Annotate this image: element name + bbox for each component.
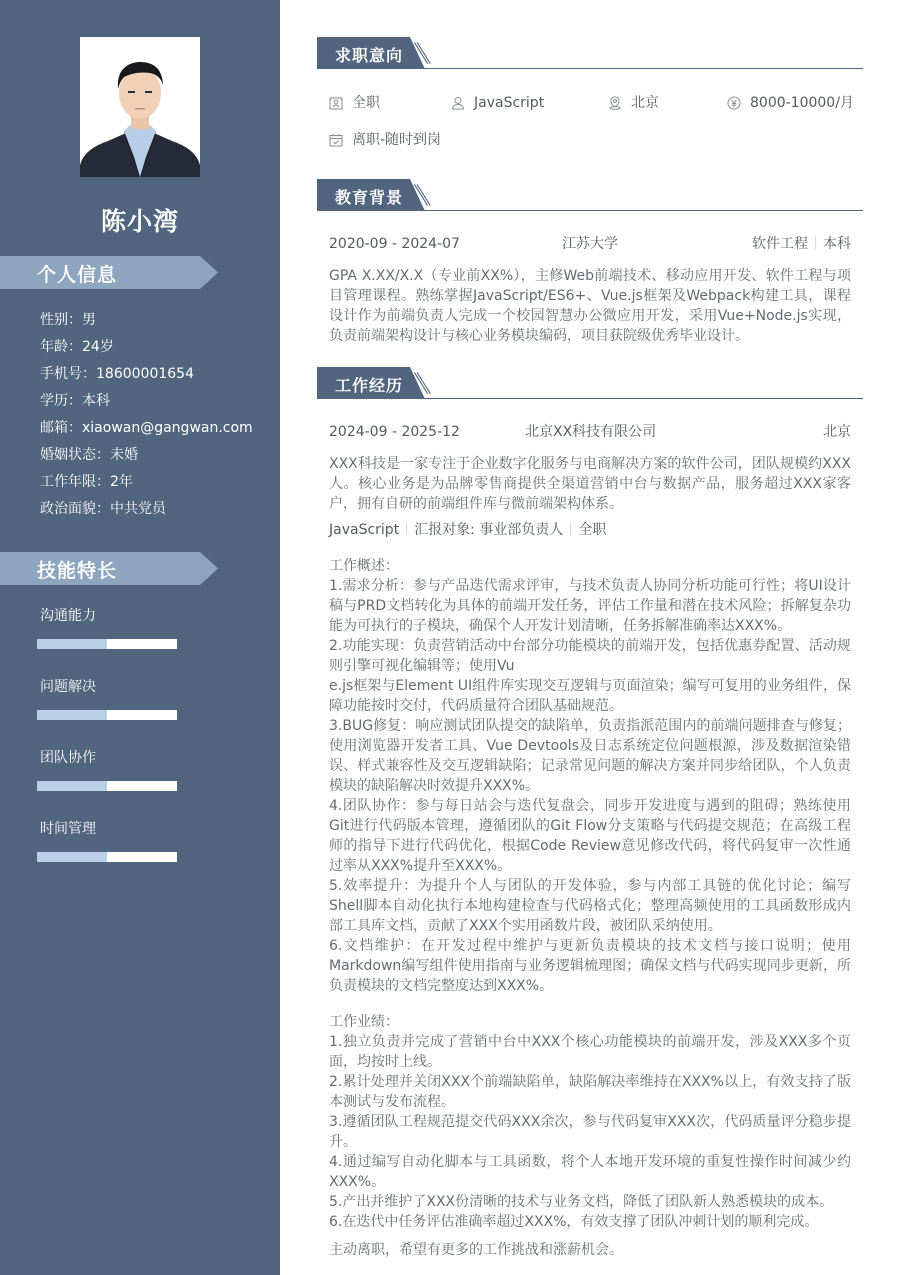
- education-degree: 本科: [823, 236, 851, 252]
- tab-stripe-decoration: [413, 367, 433, 399]
- tag-report-to: 汇报对象: 事业部负责人: [414, 522, 564, 538]
- portrait-image: [80, 37, 200, 177]
- info-political-status: 政治面貌：中共党员: [40, 501, 166, 517]
- education-major: 软件工程: [752, 236, 808, 252]
- profile-photo: [80, 37, 200, 177]
- education-description-text: GPA X.XX/X.X（专业前XX%），主修Web前端技术、移动应用开发、软件工程与项目管理课程。熟练掌握JavaScript/ES6+、Vue.js框架及Webpack构建工具，课程设计作为前端负责人完成一个校园智慧办公微应用开发，采用Vue+Node.js实现，负责前端架构设计与核心业务模块编码，项目获院级优秀毕业设计。: [329, 268, 851, 344]
- skill-item: [37, 748, 177, 768]
- section-header-education: [317, 179, 863, 211]
- separator: [570, 522, 571, 535]
- overview-item: 2.功能实现：负责营销活动中台部分功能模块的前端开发，包括优惠券配置、活动规则引擎可视化编辑等；使用Vu: [329, 638, 851, 674]
- section-title: 教育背景: [335, 188, 404, 207]
- overview-item: 4.团队协作：参与每日站会与迭代复盘会，同步开发进度与遇到的阻碍；熟练使用Git进行代码版本管理，遵循团队的Git Flow分支策略与代码提交规范；在高级工程师的指导下进行代码优化，根据Code Review意见修改代码，将代码复审一次性通过率从XXX%提升至XXX%。: [329, 798, 851, 874]
- info-phone: 手机号：18600001654: [40, 366, 194, 382]
- location-pin-icon: [608, 96, 622, 110]
- experience-tags: [329, 520, 606, 540]
- experience-period: 2024-09 - 2025-12: [329, 424, 460, 440]
- experience-summary-row: [329, 422, 851, 442]
- info-marital-status: 婚姻状态：未婚: [40, 447, 138, 463]
- skills-banner: [0, 552, 218, 585]
- intent-text: 全职: [352, 95, 380, 111]
- skill-bar: [37, 710, 177, 720]
- skill-bar-fill: [37, 852, 107, 862]
- skill-name: 时间管理: [40, 821, 96, 837]
- info-age: 年龄：24岁: [40, 339, 114, 355]
- separator: [406, 522, 407, 535]
- intent-text: 离职-随时到岗: [352, 132, 442, 148]
- intent-salary: [727, 93, 854, 113]
- tag-skill: JavaScript: [329, 522, 400, 538]
- info-education: 学历：本科: [40, 393, 110, 409]
- skill-bar-fill: [37, 781, 107, 791]
- skill-name: 团队协作: [40, 750, 96, 766]
- skill-bar: [37, 781, 177, 791]
- skill-bar-fill: [37, 710, 107, 720]
- education-school: 江苏大学: [562, 236, 618, 252]
- overview-item: 5.效率提升：为提升个人与团队的开发体验，参与内部工具链的优化讨论；编写Shell脚本自动化执行本地构建检查与代码格式化；整理高频使用的工具函数形成内部工具库文档，贡献了XXX个实用函数片段，被团队采纳使用。: [329, 878, 851, 934]
- skill-item: [37, 606, 177, 626]
- person-icon: [451, 96, 465, 110]
- info-gender: 性别：男: [40, 312, 96, 328]
- education-period: 2020-09 - 2024-07: [329, 236, 460, 252]
- education-summary-row: [329, 234, 851, 254]
- tag-job-type: 全职: [578, 522, 607, 538]
- skills-title: 技能特长: [37, 560, 118, 582]
- section-header-intent: [317, 37, 863, 69]
- intent-position: [451, 93, 544, 113]
- experience-company: 北京XX科技有限公司: [525, 424, 657, 440]
- tab-stripe-decoration: [413, 37, 433, 69]
- intent-job-type: [329, 93, 380, 113]
- yen-icon: [727, 96, 741, 110]
- skill-bar: [37, 639, 177, 649]
- experience-tags-row: [329, 520, 851, 540]
- section-title: 求职意向: [335, 46, 404, 65]
- section-header-experience: [317, 367, 863, 399]
- skill-bar-fill: [37, 639, 107, 649]
- work-overview: [329, 556, 851, 996]
- achievement-item: 4.通过编写自动化脚本与工具函数，将个人本地开发环境的重复性操作时间减少约XXX%。: [329, 1154, 851, 1190]
- overview-item: 3.BUG修复：响应测试团队提交的缺陷单，负责指派范围内的前端问题排查与修复；使用浏览器开发者工具、Vue Devtools及日志系统定位问题根源，涉及数据渲染错误、样式兼容性及交互逻辑缺陷；记录常见问题的解决方案并同步给团队，个人负责模块的缺陷解决时效提升XXX%。: [329, 718, 851, 794]
- overview-title: 工作概述：: [329, 558, 399, 574]
- tab-stripe-decoration: [413, 179, 433, 211]
- achievement-item: 3.遵循团队工程规范提交代码XXX余次，参与代码复审XXX次，代码质量评分稳步提升。: [329, 1114, 851, 1150]
- overview-item: e.js框架与Element UI组件库实现交互逻辑与页面渲染；编写可复用的业务组件，保障功能按时交付，代码质量符合团队基础规范。: [329, 678, 851, 714]
- education-description: [329, 266, 851, 346]
- leave-reason: [329, 1240, 851, 1260]
- separator: [815, 236, 816, 249]
- info-email: 邮箱：xiaowan@gangwan.com: [40, 420, 253, 436]
- skill-item: [37, 819, 177, 839]
- intent-text: JavaScript: [474, 95, 545, 111]
- achievements-title: 工作业绩：: [329, 1014, 399, 1030]
- experience-city: 北京: [823, 424, 851, 440]
- achievement-item: 5.产出并维护了XXX份清晰的技术与业务文档，降低了团队新人熟悉模块的成本。: [329, 1194, 834, 1210]
- skill-bar: [37, 852, 177, 862]
- achievement-item: 2.累计处理并关闭XXX个前端缺陷单，缺陷解决率维持在XXX%以上，有效支持了版本测试与发布流程。: [329, 1074, 851, 1110]
- skill-name: 沟通能力: [40, 608, 96, 624]
- section-title: 工作经历: [335, 376, 404, 395]
- skill-item: [37, 677, 177, 697]
- work-achievements: [329, 1012, 851, 1232]
- candidate-name: 陈小湾: [100, 207, 179, 236]
- achievement-item: 6.在迭代中任务评估准确率超过XXX%，有效支撑了团队冲刺计划的顺利完成。: [329, 1214, 819, 1230]
- overview-item: 1.需求分析：参与产品迭代需求评审，与技术负责人协同分析功能可行性；将UI设计稿与PRD文档转化为具体的前端开发任务，评估工作量和潜在技术风险；拆解复杂功能为可执行的子模块，确保个人开发计划清晰，任务拆解准确率达XXX%。: [329, 578, 851, 634]
- briefcase-icon: [329, 96, 343, 110]
- personal-info-title: 个人信息: [37, 264, 118, 286]
- skill-name: 问题解决: [40, 679, 96, 695]
- personal-info-list: [40, 309, 253, 525]
- leave-reason-text: 主动离职，希望有更多的工作挑战和涨薪机会。: [329, 1242, 623, 1258]
- achievement-item: 1.独立负责并完成了营销中台中XXX个核心功能模块的前端开发，涉及XXX多个页面，均按时上线。: [329, 1034, 851, 1070]
- intent-city: [608, 93, 659, 113]
- calendar-icon: [329, 133, 343, 147]
- education-major-degree: [752, 234, 851, 254]
- overview-item: 6.文档维护：在开发过程中维护与更新负责模块的技术文档与接口说明；使用Markdown编写组件使用指南与业务逻辑梳理图；确保文档与代码实现同步更新，所负责模块的文档完整度达到XXX%。: [329, 938, 851, 994]
- intent-availability: [329, 130, 441, 150]
- personal-info-banner: [0, 256, 218, 289]
- company-intro: [329, 454, 851, 514]
- company-intro-text: XXX科技是一家专注于企业数字化服务与电商解决方案的软件公司，团队规模约XXX人。核心业务是为品牌零售商提供全渠道营销中台与数据产品，服务超过XXX家客户，拥有自研的前端组件库与微前端架构体系。: [329, 456, 851, 512]
- intent-text: 北京: [631, 95, 659, 111]
- sidebar: [0, 0, 280, 1275]
- info-work-years: 工作年限：2年: [40, 474, 133, 490]
- intent-text: 8000-10000/月: [750, 95, 854, 111]
